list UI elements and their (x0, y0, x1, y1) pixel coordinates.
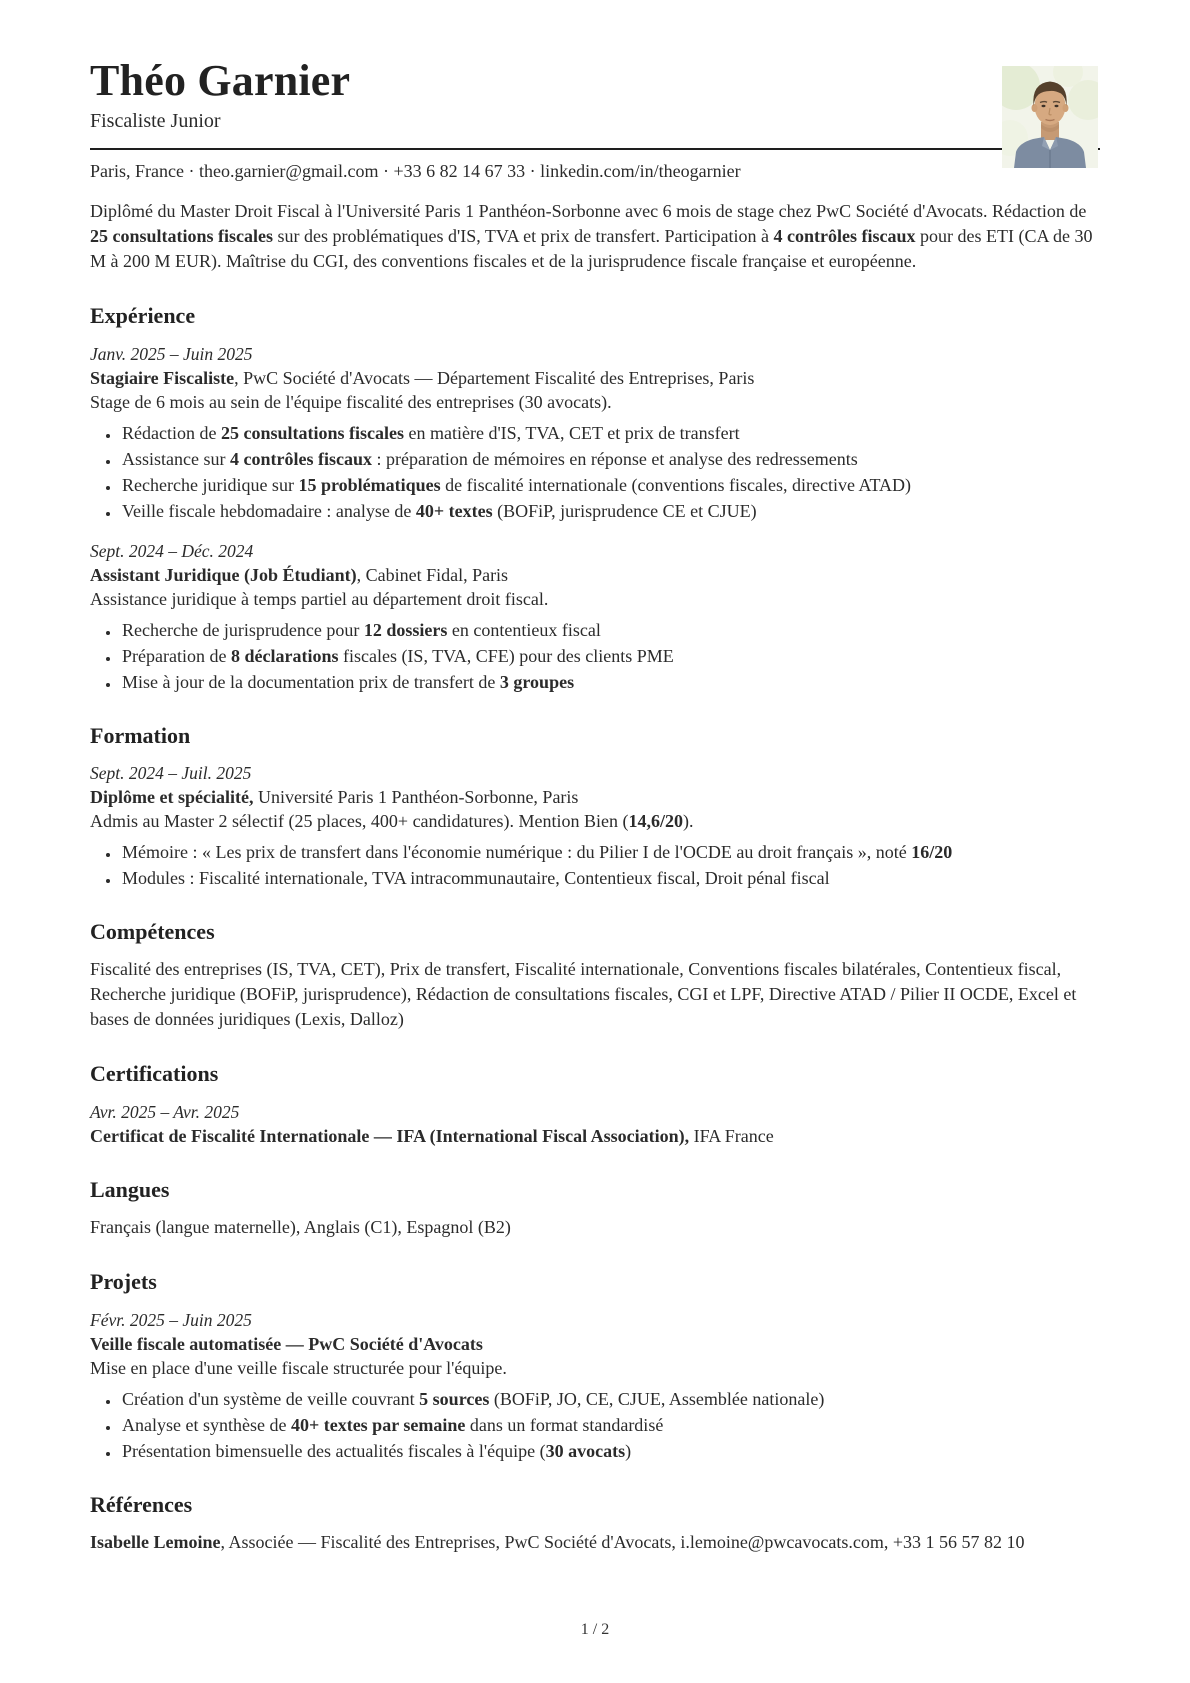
section-heading-projets: Projets (90, 1269, 157, 1295)
profile-photo-illustration (1002, 66, 1098, 168)
section-heading-certifications: Certifications (90, 1061, 219, 1087)
section-projets (90, 1269, 1100, 1462)
bullet-item: • Analyse et synthèse de 40+ textes par semaine dans un format standardisé (120, 1413, 1100, 1437)
section-experience (90, 303, 1100, 693)
bullet-item: • Recherche juridique sur 15 problématiques de fiscalité internationale (conventions fiscales, directive ATAD) (120, 473, 1100, 497)
formation-entry (90, 762, 1100, 890)
experience-entry (90, 343, 1100, 523)
bullet-item: • Création d'un système de veille couvrant 5 sources (BOFiP, JO, CE, CJUE, Assemblée nationale) (120, 1387, 1100, 1411)
entry-dates: Févr. 2025 – Juin 2025 (90, 1309, 252, 1330)
bullet-item: • Modules : Fiscalité internationale, TVA intracommunautaire, Contentieux fiscal, Droit pénal fiscal (120, 866, 1100, 890)
bullet-list (90, 421, 1100, 523)
profile-photo (1002, 66, 1098, 168)
entry-dates: Sept. 2024 – Juil. 2025 (90, 763, 252, 784)
header (90, 56, 1100, 183)
references-text: Isabelle Lemoine, Associée — Fiscalité des Entreprises, PwC Société d'Avocats, i.lemoine@pwcavocats.com, +33 1 56 57 82 10 (90, 1532, 1025, 1552)
bullet-item: • Présentation bimensuelle des actualités fiscales à l'équipe (30 avocats) (120, 1439, 1100, 1463)
entry-title: Assistant Juridique (Job Étudiant), Cabinet Fidal, Paris (90, 564, 509, 585)
section-formation (90, 723, 1100, 890)
entry-description: Admis au Master 2 sélectif (25 places, 400+ candidatures). Mention Bien (14,6/20). (90, 811, 694, 832)
bullet-item: • Veille fiscale hebdomadaire : analyse de 40+ textes (BOFiP, jurisprudence CE et CJUE) (120, 499, 1100, 523)
entry-dates: Avr. 2025 – Avr. 2025 (90, 1101, 240, 1122)
contact-line: Paris, France · theo.garnier@gmail.com · +33 6 82 14 67 33 · linkedin.com/in/theogarnier (90, 161, 741, 182)
page-number: 1 / 2 (580, 1621, 610, 1638)
summary-paragraph: Diplômé du Master Droit Fiscal à l'Université Paris 1 Panthéon-Sorbonne avec 6 mois de stage chez PwC Société d'Avocats. Rédaction de 25 consultations fiscales sur des problématiques d'IS, TVA et prix de transfert. Participation à 4 contrôles fiscaux pour des ETI (CA de 30 M à 200 M EUR). Maîtrise du CGI, des conventions fiscales et de la jurisprudence fiscale française et européenne. (90, 201, 1093, 272)
bullet-item: • Rédaction de 25 consultations fiscales en matière d'IS, TVA, CET et prix de transfert (120, 421, 1100, 445)
person-name: Théo Garnier (90, 56, 351, 105)
competences-text: Fiscalité des entreprises (IS, TVA, CET), Prix de transfert, Fiscalité internationale, Conventions fiscales bilatérales, Contentieux fiscal, Recherche juridique (BOFiP, jurisprudence), Rédaction de consultations fiscales, CGI et LPF, Directive ATAD / Pilier II OCDE, Excel et bases de données juridiques (Lexis, Dalloz) (90, 959, 1077, 1030)
entry-title: Certificat de Fiscalité Internationale — IFA (International Fiscal Association), IFA France (90, 1125, 774, 1146)
certification-entry (90, 1101, 1100, 1148)
entry-title: Diplôme et spécialité, Université Paris 1 Panthéon-Sorbonne, Paris (90, 787, 579, 808)
entry-description: Assistance juridique à temps partiel au département droit fiscal. (90, 588, 549, 609)
bullet-list (90, 840, 1100, 890)
bullet-item: • Mémoire : « Les prix de transfert dans l'économie numérique : du Pilier I de l'OCDE au droit français », noté 16/20 (120, 840, 1100, 864)
entry-description: Mise en place d'une veille fiscale structurée pour l'équipe. (90, 1357, 507, 1378)
entry-description: Stage de 6 mois au sein de l'équipe fiscalité des entreprises (30 avocats). (90, 391, 612, 412)
bullet-list (90, 618, 1100, 694)
bullet-item: • Préparation de 8 déclarations fiscales (IS, TVA, CFE) pour des clients PME (120, 644, 1100, 668)
entry-dates: Sept. 2024 – Déc. 2024 (90, 540, 254, 561)
section-heading-competences: Compétences (90, 919, 215, 945)
person-job-title: Fiscaliste Junior (90, 110, 221, 133)
entry-title: Veille fiscale automatisée — PwC Société d'Avocats (90, 1333, 483, 1354)
projet-entry (90, 1309, 1100, 1463)
entry-title: Stagiaire Fiscaliste, PwC Société d'Avocats — Département Fiscalité des Entreprises, Paris (90, 367, 755, 388)
entry-dates: Janv. 2025 – Juin 2025 (90, 343, 253, 364)
section-competences (90, 919, 1100, 1032)
section-heading-experience: Expérience (90, 303, 196, 329)
bullet-item: • Assistance sur 4 contrôles fiscaux : préparation de mémoires en réponse et analyse des redressements (120, 447, 1100, 471)
section-heading-langues: Langues (90, 1176, 170, 1202)
section-heading-formation: Formation (90, 722, 191, 748)
experience-entry (90, 540, 1100, 694)
section-langues (90, 1177, 1100, 1240)
section-references (90, 1492, 1100, 1555)
section-certifications (90, 1061, 1100, 1147)
section-heading-references: Références (90, 1491, 193, 1517)
bullet-item: • Recherche de jurisprudence pour 12 dossiers en contentieux fiscal (120, 618, 1100, 642)
bullet-item: • Mise à jour de la documentation prix de transfert de 3 groupes (120, 670, 1100, 694)
header-divider (90, 148, 1100, 150)
langues-text: Français (langue maternelle), Anglais (C1), Espagnol (B2) (90, 1217, 511, 1238)
bullet-list (90, 1387, 1100, 1463)
